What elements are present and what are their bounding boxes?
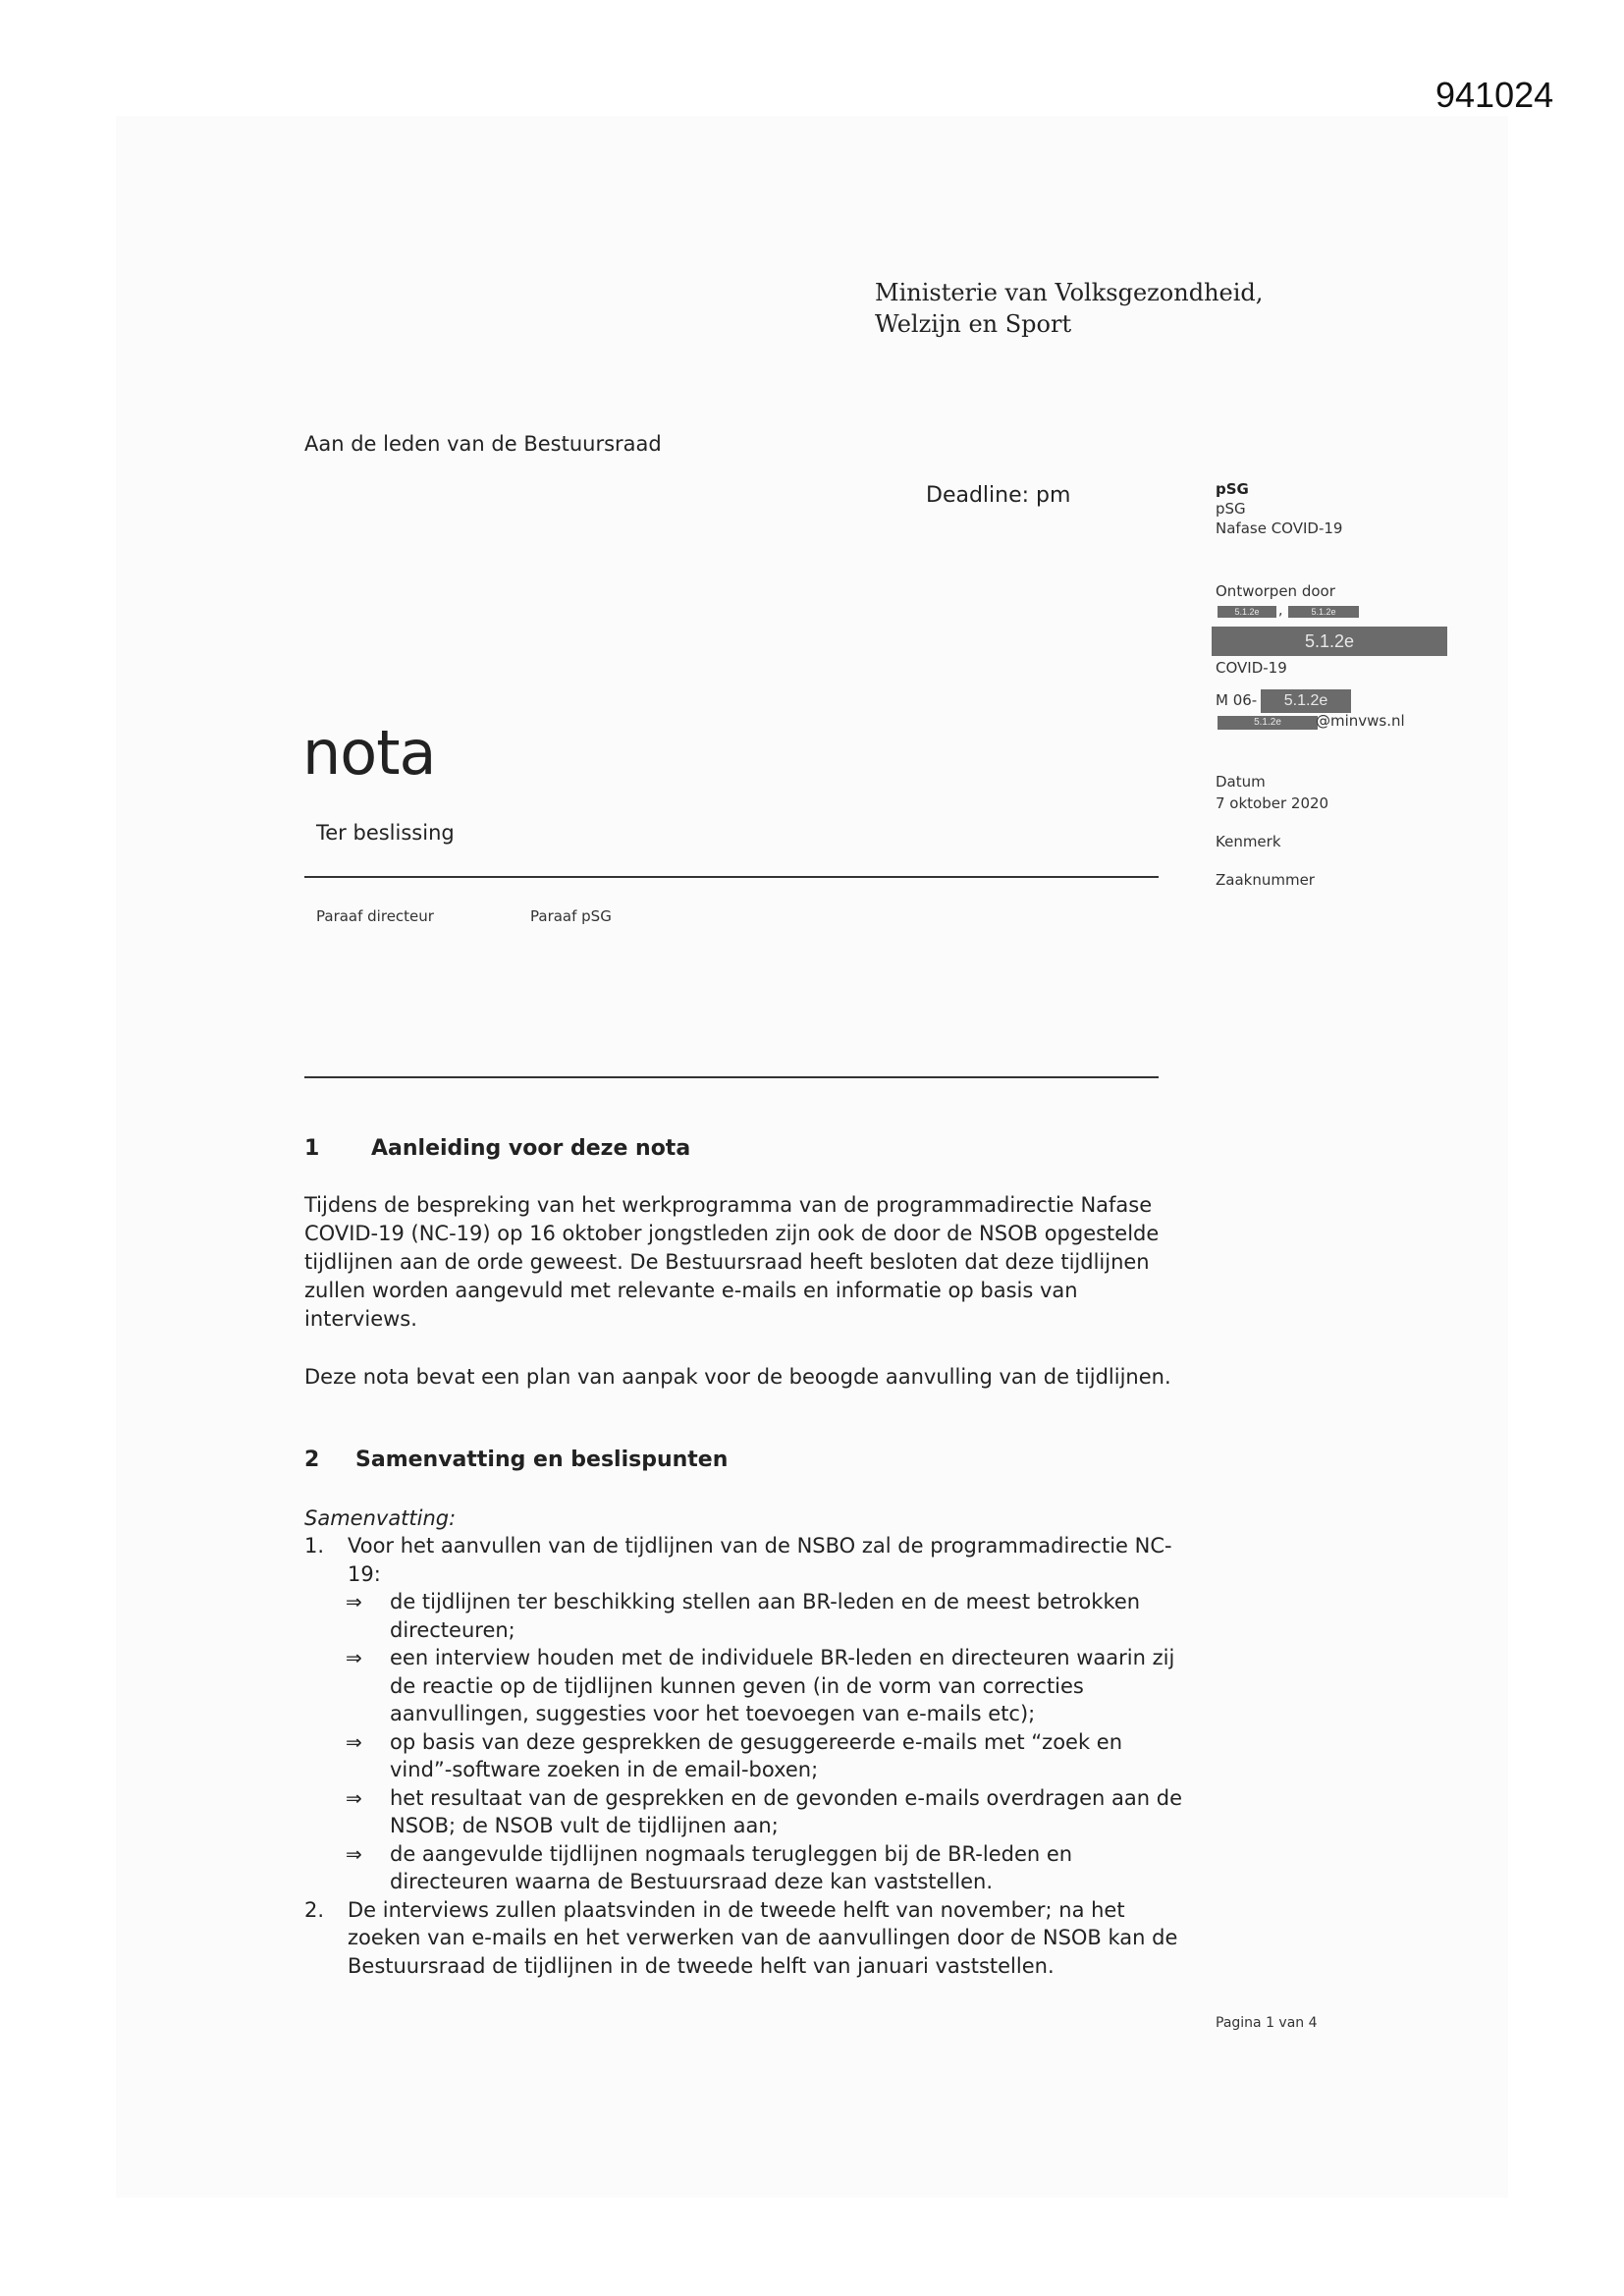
separator-comma: , xyxy=(1278,603,1283,619)
divider-bottom xyxy=(304,1076,1159,1078)
deadline: Deadline: pm xyxy=(926,483,1071,508)
arrow-icon: ⇒ xyxy=(346,1729,362,1754)
sub-item-text: een interview houden met de individuele BR-leden en directeuren waarin zij de reactie op de tijdlijnen kunnen geven (in de vorm van correcties aanvullingen, suggesties voor het toevoegen van e-mails etc); xyxy=(390,1646,1175,1725)
redaction-box: 5.1.2e xyxy=(1288,606,1359,618)
summary-list xyxy=(304,1532,1188,1980)
sub-list-item xyxy=(304,1728,1188,1784)
section-1-paragraph: Deze nota bevat een plan van aanpak voor de beoogde aanvulling van de tijdlijnen. xyxy=(304,1365,1171,1389)
covid-label: COVID-19 xyxy=(1216,659,1287,677)
ministry-line-2: Welzijn en Sport xyxy=(875,310,1072,338)
redaction-box: 5.1.2e xyxy=(1218,716,1318,730)
sub-item-text: op basis van deze gesprekken de gesuggereerde e-mails met “zoek en vind”-software zoeken in de email-boxen; xyxy=(390,1729,1123,1781)
org-line: pSG xyxy=(1216,500,1246,518)
arrow-icon: ⇒ xyxy=(346,1590,362,1613)
section-title: Aanleiding voor deze nota xyxy=(371,1136,691,1161)
zaaknummer-label: Zaaknummer xyxy=(1216,871,1315,889)
redaction-box: 5.1.2e xyxy=(1261,689,1351,713)
list-number: 2. xyxy=(304,1897,325,1922)
arrow-icon: ⇒ xyxy=(346,1785,362,1810)
paraaf-psg: Paraaf pSG xyxy=(530,907,612,925)
summary-label: Samenvatting: xyxy=(304,1506,457,1530)
paraaf-directeur: Paraaf directeur xyxy=(316,907,434,925)
list-item xyxy=(304,1532,1188,1588)
sub-list-item xyxy=(304,1588,1188,1644)
sub-list-item xyxy=(304,1840,1188,1896)
org-line: Nafase COVID-19 xyxy=(1216,519,1343,537)
addressee: Aan de leden van de Bestuursraad xyxy=(304,432,662,456)
section-number: 1 xyxy=(304,1136,320,1161)
kenmerk-label: Kenmerk xyxy=(1216,833,1281,850)
list-item xyxy=(304,1896,1188,1981)
sub-item-text: het resultaat van de gesprekken en de gevonden e-mails overdragen aan de NSOB; de NSOB vult de tijdlijnen aan; xyxy=(390,1785,1183,1837)
org-block xyxy=(1216,479,1451,538)
document-title: nota xyxy=(302,717,436,789)
arrow-icon: ⇒ xyxy=(346,1841,362,1866)
section-number: 2 xyxy=(304,1448,320,1472)
list-item-text: Voor het aanvullen van de tijdlijnen van de NSBO zal de programmadirectie NC-19: xyxy=(348,1534,1172,1586)
document-number: 941024 xyxy=(1435,75,1554,115)
ministry-line-1: Ministerie van Volksgezondheid, xyxy=(875,279,1264,306)
designed-by-label: Ontworpen door xyxy=(1216,582,1335,600)
section-1-paragraph: Tijdens de bespreking van het werkprogramma van de programmadirectie Nafase COVID-19 (NC-19) op 16 oktober jongstleden zijn ook de door de NSOB opgestelde tijdlijnen aan de orde geweest. De Bestuursraad heeft besloten dat deze tijdlijnen zullen worden aangevuld met relevante e-mails en informatie op basis van interviews. xyxy=(304,1193,1160,1331)
redaction-box: 5.1.2e xyxy=(1218,606,1276,618)
section-title: Samenvatting en beslispunten xyxy=(355,1448,729,1472)
org-heading: pSG xyxy=(1216,480,1249,498)
sub-list-item xyxy=(304,1784,1188,1840)
date-value: 7 oktober 2020 xyxy=(1216,794,1329,812)
sub-list-item xyxy=(304,1644,1188,1728)
redaction-box: 5.1.2e xyxy=(1212,627,1447,656)
page-footer: Pagina 1 van 4 xyxy=(1216,2015,1318,2031)
section-2-heading xyxy=(304,1448,728,1472)
email-suffix: @minvws.nl xyxy=(1316,712,1405,730)
date-label: Datum xyxy=(1216,773,1266,791)
section-1-heading xyxy=(304,1136,690,1161)
divider-top xyxy=(304,876,1159,878)
list-number: 1. xyxy=(304,1534,325,1558)
arrow-icon: ⇒ xyxy=(346,1646,362,1669)
list-item-text: De interviews zullen plaatsvinden in de tweede helft van november; na het zoeken van e-mails en het verwerken van de aanvullingen door de NSOB kan de Bestuursraad de tijdlijnen in de tweede helft van januari vaststellen. xyxy=(348,1897,1178,1978)
phone-prefix: M 06- xyxy=(1216,691,1258,709)
document-subtitle: Ter beslissing xyxy=(316,821,455,845)
sub-item-text: de aangevulde tijdlijnen nogmaals terugleggen bij de BR-leden en directeuren waarna de Bestuursraad deze kan vaststellen. xyxy=(390,1841,1073,1893)
ministry-logo-text xyxy=(875,277,1263,340)
sub-item-text: de tijdlijnen ter beschikking stellen aan BR-leden en de meest betrokken directeuren; xyxy=(390,1590,1141,1642)
